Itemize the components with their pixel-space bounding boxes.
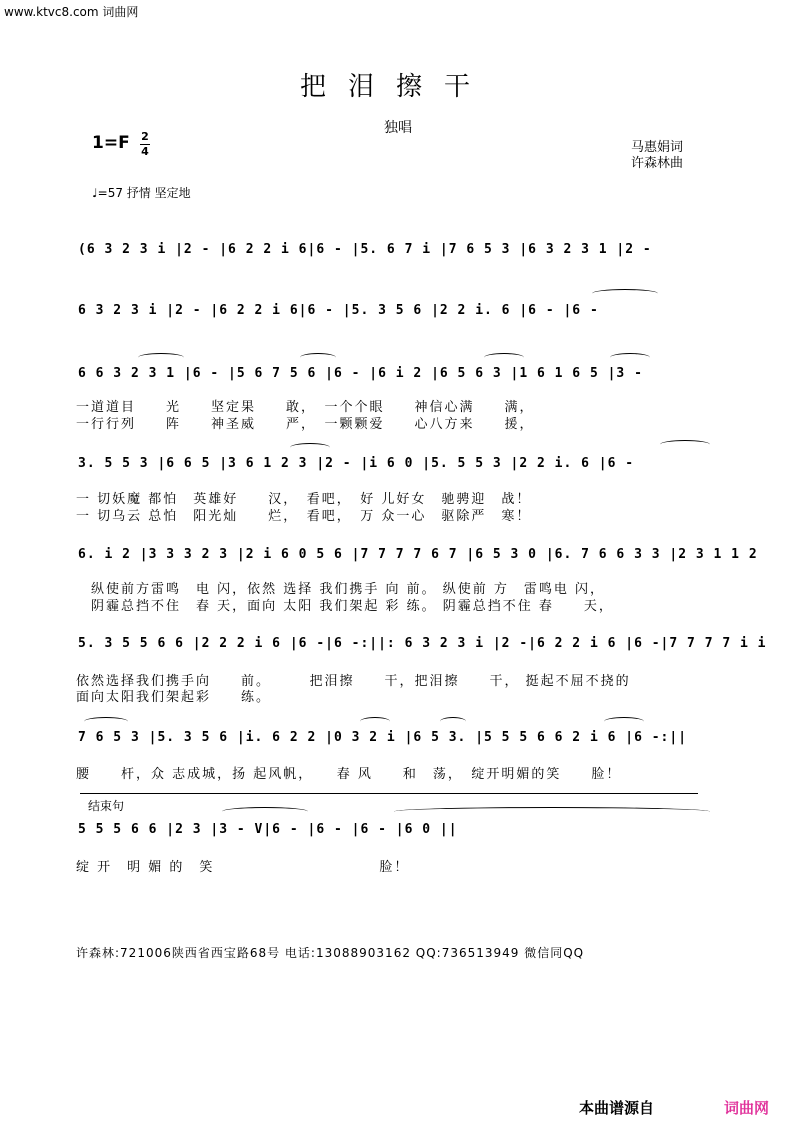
music-line-7: 7 6 5 3 |5. 3 5 6 |i. 6 2 2 |0 3 2 i |6 5 3. |5 5 5 6 6 2 i 6 |6 -:||: [78, 730, 688, 745]
time-top: 2: [141, 130, 149, 143]
music-line-4: 3. 5 5 3 |6 6 5 |3 6 1 2 3 |2 - |i 6 0 |5. 5 5 3 |2 2 i. 6 |6 -: [78, 456, 635, 471]
ending-label: 结束句: [88, 799, 125, 813]
key-signature: 1=F: [92, 133, 130, 153]
time-bottom: 4: [141, 145, 149, 158]
source-label: 本曲谱源自: [579, 1099, 655, 1117]
lyric-line-1b: 一行行列 阵 神圣威 严， 一颗颗爱 心八方来 援，: [76, 417, 535, 432]
lyric-line-5: 腰 杆，众 志成城，扬 起风帆， 春 风 和 荡， 绽开明媚的笑 脸！: [76, 767, 622, 782]
lyric-line-2b: 一 切乌云 总怕 阳光灿 烂， 看吧， 万 众一心 驱除严 寒！: [76, 509, 532, 524]
lyric-line-6: 绽 开 明 媚 的 笑 脸！: [76, 860, 410, 875]
composer: 许森林曲: [631, 156, 684, 171]
lyric-line-4a: 依然选择我们携手向 前。 把泪擦 干，把泪擦 干， 挺起不屈不挠的: [76, 674, 631, 689]
music-line-6: 5. 3 5 5 6 6 |2 2 2 i 6 |6 -|6 -:||: 6 3 2 3 i |2 -|6 2 2 i 6 |6 -|7 7 7 7 i i: [78, 636, 767, 651]
lyric-line-3a: 纵使前方雷鸣 电 闪，依然 选择 我们携手 向 前。 纵使前 方 雷鸣电 闪，: [76, 582, 606, 597]
tempo-marking: ♩=57 抒情 坚定地: [92, 186, 191, 200]
lyric-line-1a: 一道道目 光 坚定果 敢， 一个个眼 神信心满 满，: [76, 400, 535, 415]
lyricist: 马惠娟词: [631, 140, 684, 155]
ending-bracket: [80, 793, 698, 794]
site-watermark: www.ktvc8.com 词曲网: [4, 5, 139, 19]
music-line-2: 6 3 2 3 i |2 - |6 2 2 i 6|6 - |5. 3 5 6 |2 2 i. 6 |6 - |6 -: [78, 303, 599, 318]
music-line-8: 5 5 5 6 6 |2 3 |3 - V|6 - |6 - |6 - |6 0 ||: [78, 822, 458, 837]
song-subtitle: 独唱: [384, 120, 412, 136]
song-title: 把泪擦干: [300, 72, 493, 102]
lyric-line-2a: 一 切妖魔 都怕 英雄好 汉， 看吧， 好 儿好女 驰骋迎 战！: [76, 492, 532, 507]
music-line-5: 6. i 2 |3 3 3 2 3 |2 i 6 0 5 6 |7 7 7 7 6 7 |6 5 3 0 |6. 7 6 6 3 3 |2 3 1 1 2: [78, 547, 758, 562]
time-signature: [140, 131, 150, 158]
music-line-1: (6 3 2 3 i |2 - |6 2 2 i 6|6 - |5. 6 7 i |7 6 5 3 |6 3 2 3 1 |2 -: [78, 242, 652, 257]
credits: [631, 140, 683, 172]
music-line-3: 6 6 3 2 3 1 |6 - |5 6 7 5 6 |6 - |6 i 2 |6 5 6 3 |1 6 1 6 5 |3 -: [78, 366, 643, 381]
lyric-line-4b: 面向太阳我们架起彩 练。: [76, 690, 272, 705]
brand-logo[interactable]: 词曲网: [724, 1099, 770, 1117]
lyric-line-3b: 阴霾总挡不住 春 天，面向 太阳 我们架起 彩 练。 阴霾总挡不住 春 天，: [76, 599, 614, 614]
contact-info: 许森林:721006陕西省西宝路68号 电话:13088903162 QQ:736513949 微信同QQ: [76, 946, 585, 960]
